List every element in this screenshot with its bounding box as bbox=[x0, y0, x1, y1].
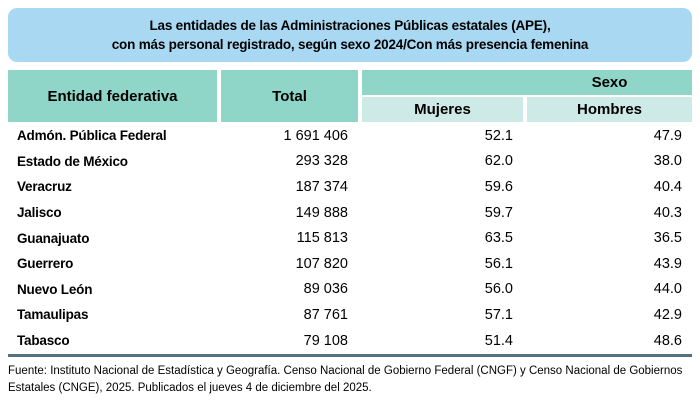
total-cell: 293 328 bbox=[295, 153, 348, 170]
title-banner bbox=[8, 8, 692, 62]
title-line-1: Las entidades de las Administraciones Públicas estatales (APE), bbox=[149, 18, 551, 33]
mujeres-cell: 63.5 bbox=[484, 230, 513, 247]
source-note bbox=[8, 363, 692, 397]
column-header-hombres: Hombres bbox=[527, 97, 692, 122]
total-cell: 1 691 406 bbox=[283, 127, 348, 144]
column-header-sexo-label: Sexo bbox=[591, 74, 628, 91]
hombres-cell: 40.4 bbox=[653, 178, 682, 195]
total-cell: 115 813 bbox=[296, 230, 348, 247]
entity-name-cell: Tabasco bbox=[17, 333, 70, 349]
mujeres-cell: 52.1 bbox=[484, 127, 513, 144]
mujeres-cell: 56.1 bbox=[484, 255, 513, 272]
entity-name-cell: Veracruz bbox=[17, 179, 72, 195]
mujeres-cell: 62.0 bbox=[484, 153, 513, 170]
hombres-cell: 44.0 bbox=[653, 281, 682, 298]
column-header-sexo bbox=[362, 70, 692, 95]
entity-name-cell: Nuevo León bbox=[17, 281, 93, 297]
table-bottom-rule bbox=[8, 354, 692, 357]
total-cell: 107 820 bbox=[295, 255, 348, 272]
data-table bbox=[8, 70, 692, 352]
total-cell: 187 374 bbox=[295, 178, 348, 195]
entity-name-cell: Jalisco bbox=[17, 205, 62, 221]
column-header-total: Total bbox=[221, 70, 358, 122]
column-header-entidad: Entidad federativa bbox=[8, 70, 217, 122]
hombres-cell: 38.0 bbox=[653, 153, 682, 170]
entity-name-cell: Guanajuato bbox=[17, 230, 90, 246]
title-line-2: con más personal registrado, según sexo 2024/Con más presencia femenina bbox=[111, 37, 589, 52]
hombres-cell: 42.9 bbox=[653, 306, 682, 323]
entity-name-cell: Tamaulipas bbox=[17, 307, 89, 323]
hombres-cell: 43.9 bbox=[653, 255, 682, 272]
mujeres-cell: 57.1 bbox=[484, 306, 513, 323]
mujeres-cell: 51.4 bbox=[484, 332, 513, 349]
hombres-cell: 40.3 bbox=[653, 204, 682, 221]
entity-name-cell: Admón. Pública Federal bbox=[17, 128, 167, 144]
mujeres-cell: 59.6 bbox=[484, 178, 513, 195]
entity-name-cell: Estado de México bbox=[17, 153, 128, 169]
hombres-cell: 48.6 bbox=[653, 332, 682, 349]
entity-name-cell: Guerrero bbox=[17, 256, 74, 272]
hombres-cell: 47.9 bbox=[653, 127, 682, 144]
total-cell: 149 888 bbox=[295, 204, 348, 221]
source-line-1: Fuente: Instituto Nacional de Estadística y Geografía. Censo Nacional de Gobierno Federal (CNGF) y Censo Nacional de Gobiernos bbox=[8, 365, 683, 378]
source-line-2: Estatales (CNGE), 2025. Publicados el jueves 4 de diciembre del 2025. bbox=[8, 382, 372, 395]
mujeres-cell: 56.0 bbox=[484, 281, 513, 298]
mujeres-cell: 59.7 bbox=[484, 204, 513, 221]
total-cell: 89 036 bbox=[303, 281, 348, 298]
total-cell: 87 761 bbox=[303, 306, 348, 323]
hombres-cell: 36.5 bbox=[653, 230, 682, 247]
column-header-mujeres: Mujeres bbox=[362, 97, 523, 122]
total-cell: 79 108 bbox=[303, 332, 348, 349]
